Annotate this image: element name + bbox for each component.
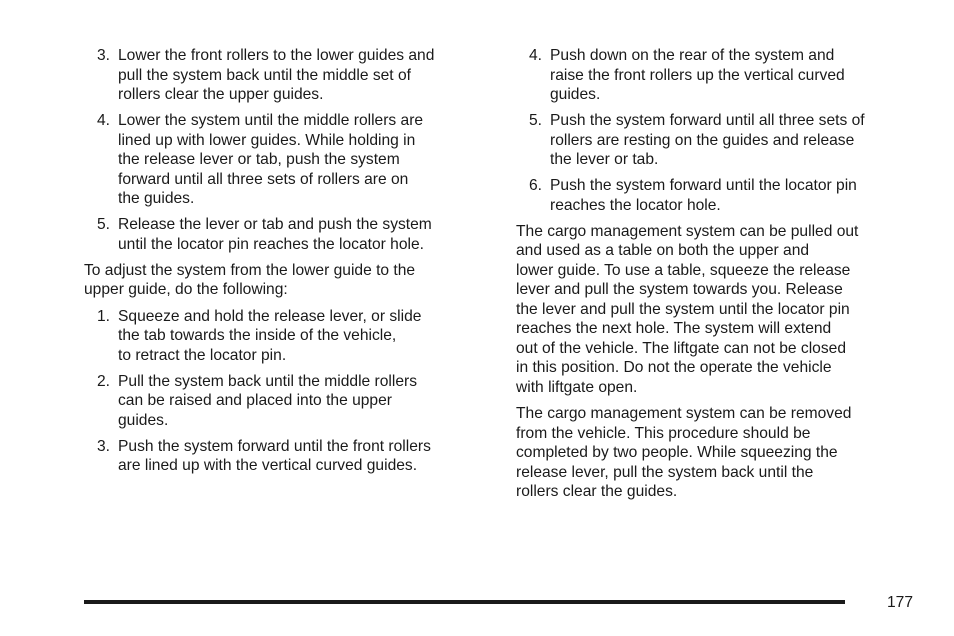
list-item-text: Push the system forward until the front rollers are lined up with the vertical curved guides.: [118, 437, 431, 474]
list-item-text: Lower the front rollers to the lower guides and pull the system back until the middle set of rollers clear the upper guides.: [118, 47, 435, 103]
list-item: [84, 46, 489, 105]
list-item: [84, 372, 489, 431]
list-item: [84, 437, 489, 476]
list-item-number: 5.: [96, 216, 110, 233]
list-item-text: Pull the system back until the middle rollers can be raised and placed into the upper guides.: [118, 372, 418, 429]
list-item-text: Push the system forward until all three sets of rollers are resting on the guides and release the lever or tab.: [550, 112, 865, 168]
list-item: [516, 111, 921, 170]
intro-paragraph: To adjust the system from the lower guide to the upper guide, do the following:: [84, 261, 416, 298]
list-item-text: Push down on the rear of the system and raise the front rollers up the vertical curved guides.: [550, 47, 845, 103]
list-item-text: Lower the system until the middle rollers are lined up with lower guides. While holding in the release lever or tab, push the system forward until all three sets of rollers are on the guides.: [118, 112, 424, 207]
list-item-number: 6.: [528, 177, 542, 194]
list-item: [516, 176, 921, 215]
page-number: 177: [887, 594, 914, 611]
list-item-number: 2.: [96, 372, 110, 390]
list-item: [84, 111, 489, 209]
table-use-paragraph: The cargo management system can be pulled out and used as a table on both the upper and lower guide. To use a table, squeeze the release lever and pull the system towards you. Release the lever and pull the system until the locator pin reaches the next hole. The system will extend out of the vehicle. The liftgate can not be closed in this position. Do not the operate the vehicle with liftgate open.: [516, 222, 859, 396]
list-item-text: Push the system forward until the locator pin reaches the locator hole.: [550, 177, 857, 214]
list-item-text: Release the lever or tab and push the system until the locator pin reaches the locator hole.: [118, 216, 432, 253]
footer-rule: [84, 600, 845, 604]
list-item-text: Squeeze and hold the release lever, or slide the tab towards the inside of the vehicle, to retract the locator pin.: [118, 307, 422, 364]
list-item: [84, 215, 489, 254]
list-item-number: 4.: [96, 112, 110, 129]
list-item: [84, 307, 489, 366]
list-item-number: 3.: [96, 437, 110, 455]
removal-paragraph: The cargo management system can be removed from the vehicle. This procedure should be completed by two people. While squeezing the release lever, pull the system back until the rollers clear the guides.: [516, 405, 852, 500]
list-item-number: 3.: [96, 47, 110, 64]
list-item-number: 1.: [96, 307, 110, 325]
list-item-number: 4.: [528, 47, 542, 64]
list-item: [516, 46, 921, 105]
right-column: [516, 46, 921, 509]
left-column: [84, 46, 489, 482]
list-item-number: 5.: [528, 112, 542, 129]
